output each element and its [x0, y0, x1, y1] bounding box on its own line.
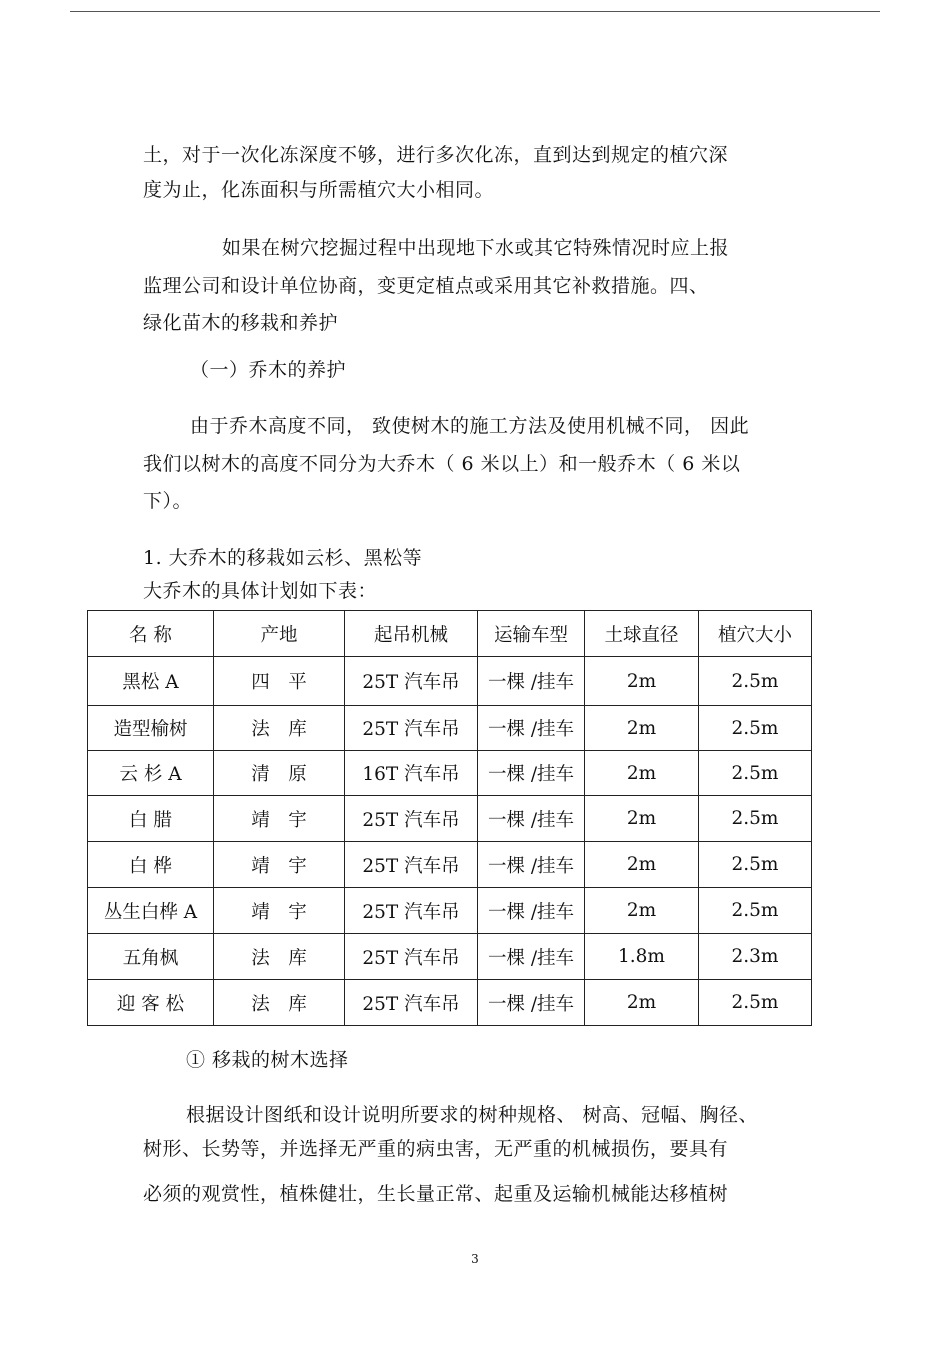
- table-cell: 2.5m: [699, 751, 812, 796]
- table-cell: 2.3m: [699, 934, 812, 980]
- column-header: 植穴大小: [699, 611, 812, 657]
- table-cell: 靖 宇: [214, 842, 345, 888]
- table-cell: 一棵 /挂车: [478, 888, 585, 934]
- table-row: [88, 980, 812, 1026]
- table-cell: 清 原: [214, 751, 345, 796]
- paragraph-line: 根据设计图纸和设计说明所要求的树种规格、 树高、冠幅、胸径、: [186, 1104, 759, 1126]
- table-cell: 16T 汽车吊: [345, 751, 478, 796]
- table-cell: 黑松 A: [88, 657, 214, 706]
- table-cell: 2.5m: [699, 980, 812, 1026]
- table-cell: 一棵 /挂车: [478, 934, 585, 980]
- table-cell: 2.5m: [699, 888, 812, 934]
- table-cell: 丛生白桦 A: [88, 888, 214, 934]
- table-cell: 白 腊: [88, 796, 214, 842]
- table-cell: 25T 汽车吊: [345, 706, 478, 751]
- table-cell: 一棵 /挂车: [478, 980, 585, 1026]
- table-cell: 2m: [585, 751, 699, 796]
- table-cell: 2.5m: [699, 706, 812, 751]
- table-cell: 白 桦: [88, 842, 214, 888]
- table-cell: 五角枫: [88, 934, 214, 980]
- table-cell: 迎 客 松: [88, 980, 214, 1026]
- table-cell: 云 杉 A: [88, 751, 214, 796]
- table-cell: 2.5m: [699, 842, 812, 888]
- table-cell: 2m: [585, 888, 699, 934]
- table-cell: 25T 汽车吊: [345, 842, 478, 888]
- table-cell: 25T 汽车吊: [345, 796, 478, 842]
- paragraph-line: 下）。: [143, 490, 193, 512]
- table-row: [88, 796, 812, 842]
- table-row: [88, 934, 812, 980]
- table-cell: 25T 汽车吊: [345, 888, 478, 934]
- subheading: （一）乔木的养护: [190, 359, 347, 381]
- table-cell: 2.5m: [699, 796, 812, 842]
- table-row: [88, 751, 812, 796]
- table-cell: 四 平: [214, 657, 345, 706]
- table-cell: 一棵 /挂车: [478, 657, 585, 706]
- column-header: 土球直径: [585, 611, 699, 657]
- paragraph-line: 监理公司和设计单位协商，变更定植点或采用其它补救措施。四、: [143, 275, 709, 297]
- table-cell: 一棵 /挂车: [478, 751, 585, 796]
- table-cell: 25T 汽车吊: [345, 934, 478, 980]
- table-cell: 法 库: [214, 706, 345, 751]
- list-item: ① 移栽的树木选择: [186, 1049, 349, 1071]
- table-cell: 25T 汽车吊: [345, 980, 478, 1026]
- paragraph-line: 我们以树木的高度不同分为大乔木（ 6 米以上）和一般乔木（ 6 米以: [143, 453, 741, 475]
- paragraph-line: 由于乔木高度不同， 致使树木的施工方法及使用机械不同， 因此: [190, 415, 750, 437]
- column-header: 运输车型: [478, 611, 585, 657]
- table-cell: 1.8m: [585, 934, 699, 980]
- table-cell: 2m: [585, 657, 699, 706]
- paragraph-line: 土，对于一次化冻深度不够，进行多次化冻，直到达到规定的植穴深: [143, 144, 729, 166]
- table-cell: 造型榆树: [88, 706, 214, 751]
- table-header-row: [88, 611, 812, 657]
- paragraph-line: 如果在树穴挖掘过程中出现地下水或其它特殊情况时应上报: [222, 237, 730, 259]
- table-cell: 2m: [585, 842, 699, 888]
- column-header: 起吊机械: [345, 611, 478, 657]
- table-row: [88, 706, 812, 751]
- table-cell: 法 库: [214, 934, 345, 980]
- table-cell: 25T 汽车吊: [345, 657, 478, 706]
- page-number: 3: [471, 1252, 479, 1266]
- table-cell: 靖 宇: [214, 796, 345, 842]
- paragraph-line: 树形、长势等，并选择无严重的病虫害，无严重的机械损伤，要具有: [143, 1138, 729, 1160]
- table-cell: 法 库: [214, 980, 345, 1026]
- table-cell: 2m: [585, 980, 699, 1026]
- table-cell: 一棵 /挂车: [478, 796, 585, 842]
- list-item: 1. 大乔木的移栽如云杉、黑松等: [143, 547, 423, 569]
- column-header: 名 称: [88, 611, 214, 657]
- paragraph-line: 必须的观赏性，植株健壮，生长量正常、起重及运输机械能达移植树: [143, 1183, 729, 1205]
- table-cell: 一棵 /挂车: [478, 706, 585, 751]
- header-rule: [70, 11, 880, 12]
- table-cell: 靖 宇: [214, 888, 345, 934]
- section-heading: 绿化苗木的移栽和养护: [143, 312, 339, 334]
- table-caption: 大乔木的具体计划如下表：: [143, 580, 378, 602]
- table-cell: 2m: [585, 796, 699, 842]
- table-row: [88, 888, 812, 934]
- table-cell: 2.5m: [699, 657, 812, 706]
- column-header: 产地: [214, 611, 345, 657]
- table-row: [88, 842, 812, 888]
- table-cell: 2m: [585, 706, 699, 751]
- table-cell: 一棵 /挂车: [478, 842, 585, 888]
- table-row: [88, 657, 812, 706]
- tree-plan-table: [87, 610, 812, 1026]
- paragraph-line: 度为止，化冻面积与所需植穴大小相同。: [143, 179, 495, 201]
